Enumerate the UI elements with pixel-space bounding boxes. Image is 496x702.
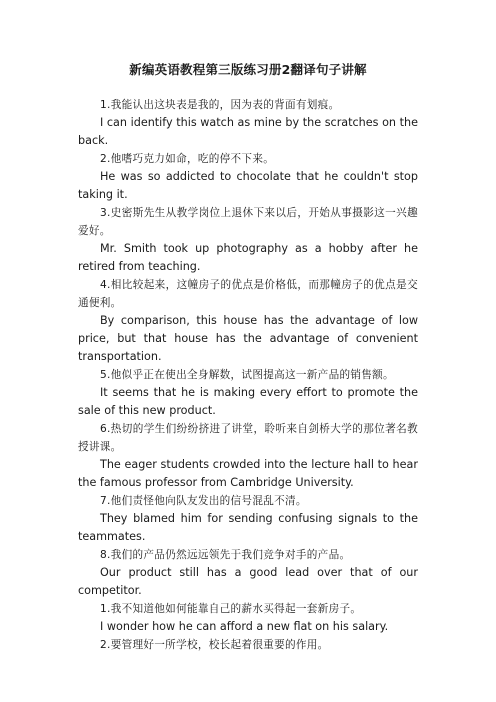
sentence-zh-2: 2.他嗜巧克力如命，吃的停不下来。: [100, 153, 275, 165]
sentence-en-8: Our product still has a good lead over that of our competitor.: [78, 566, 418, 597]
sentence-en-1: I can identify this watch as mine by the scratches on the back.: [78, 116, 418, 147]
sentence-en-6: The eager students crowded into the lecture hall to hear the famous professor from Cambridge University.: [78, 458, 418, 489]
sentence-en-2: He was so addicted to chocolate that he couldn't stop taking it.: [78, 170, 418, 201]
sentence-en-7: They blamed him for sending confusing signals to the teammates.: [78, 512, 418, 543]
sentence-en-9: I wonder how he can afford a new flat on his salary.: [100, 620, 389, 633]
sentence-en-5: It seems that he is making every effort to promote the sale of this new product.: [78, 386, 418, 417]
sentence-en-4: By comparison, this house has the advantage of low price, but that house has the advantage of convenient transportation.: [78, 314, 418, 363]
sentence-zh-6: 6.热切的学生们纷纷挤进了讲堂，聆听来自剑桥大学的那位著名教授讲课。: [78, 423, 418, 453]
sentence-en-3: Mr. Smith took up photography as a hobby after he retired from teaching.: [78, 242, 418, 273]
sentence-zh-5: 5.他似乎正在使出全身解数，试图提高这一新产品的销售额。: [100, 369, 394, 381]
document-title: 新编英语教程第三版练习册2翻译句子讲解: [129, 62, 367, 77]
sentence-zh-7: 7.他们责怪他向队友发出的信号混乱不清。: [100, 495, 307, 507]
sentence-zh-8: 8.我们的产品仍然远远领先于我们竞争对手的产品。: [100, 549, 351, 561]
sentence-zh-10: 2.要管理好一所学校，校长起着很重要的作用。: [100, 639, 329, 651]
sentence-zh-4: 4.相比较起来，这幢房子的优点是价格低，而那幢房子的优点是交通便利。: [78, 279, 418, 309]
sentence-zh-9: 1.我不知道他如何能靠自己的薪水买得起一套新房子。: [100, 603, 362, 615]
sentence-zh-3: 3.史密斯先生从教学岗位上退休下来以后，开始从事摄影这一兴趣爱好。: [78, 207, 418, 237]
sentence-zh-1: 1.我能认出这块表是我的，因为表的背面有划痕。: [100, 99, 340, 111]
